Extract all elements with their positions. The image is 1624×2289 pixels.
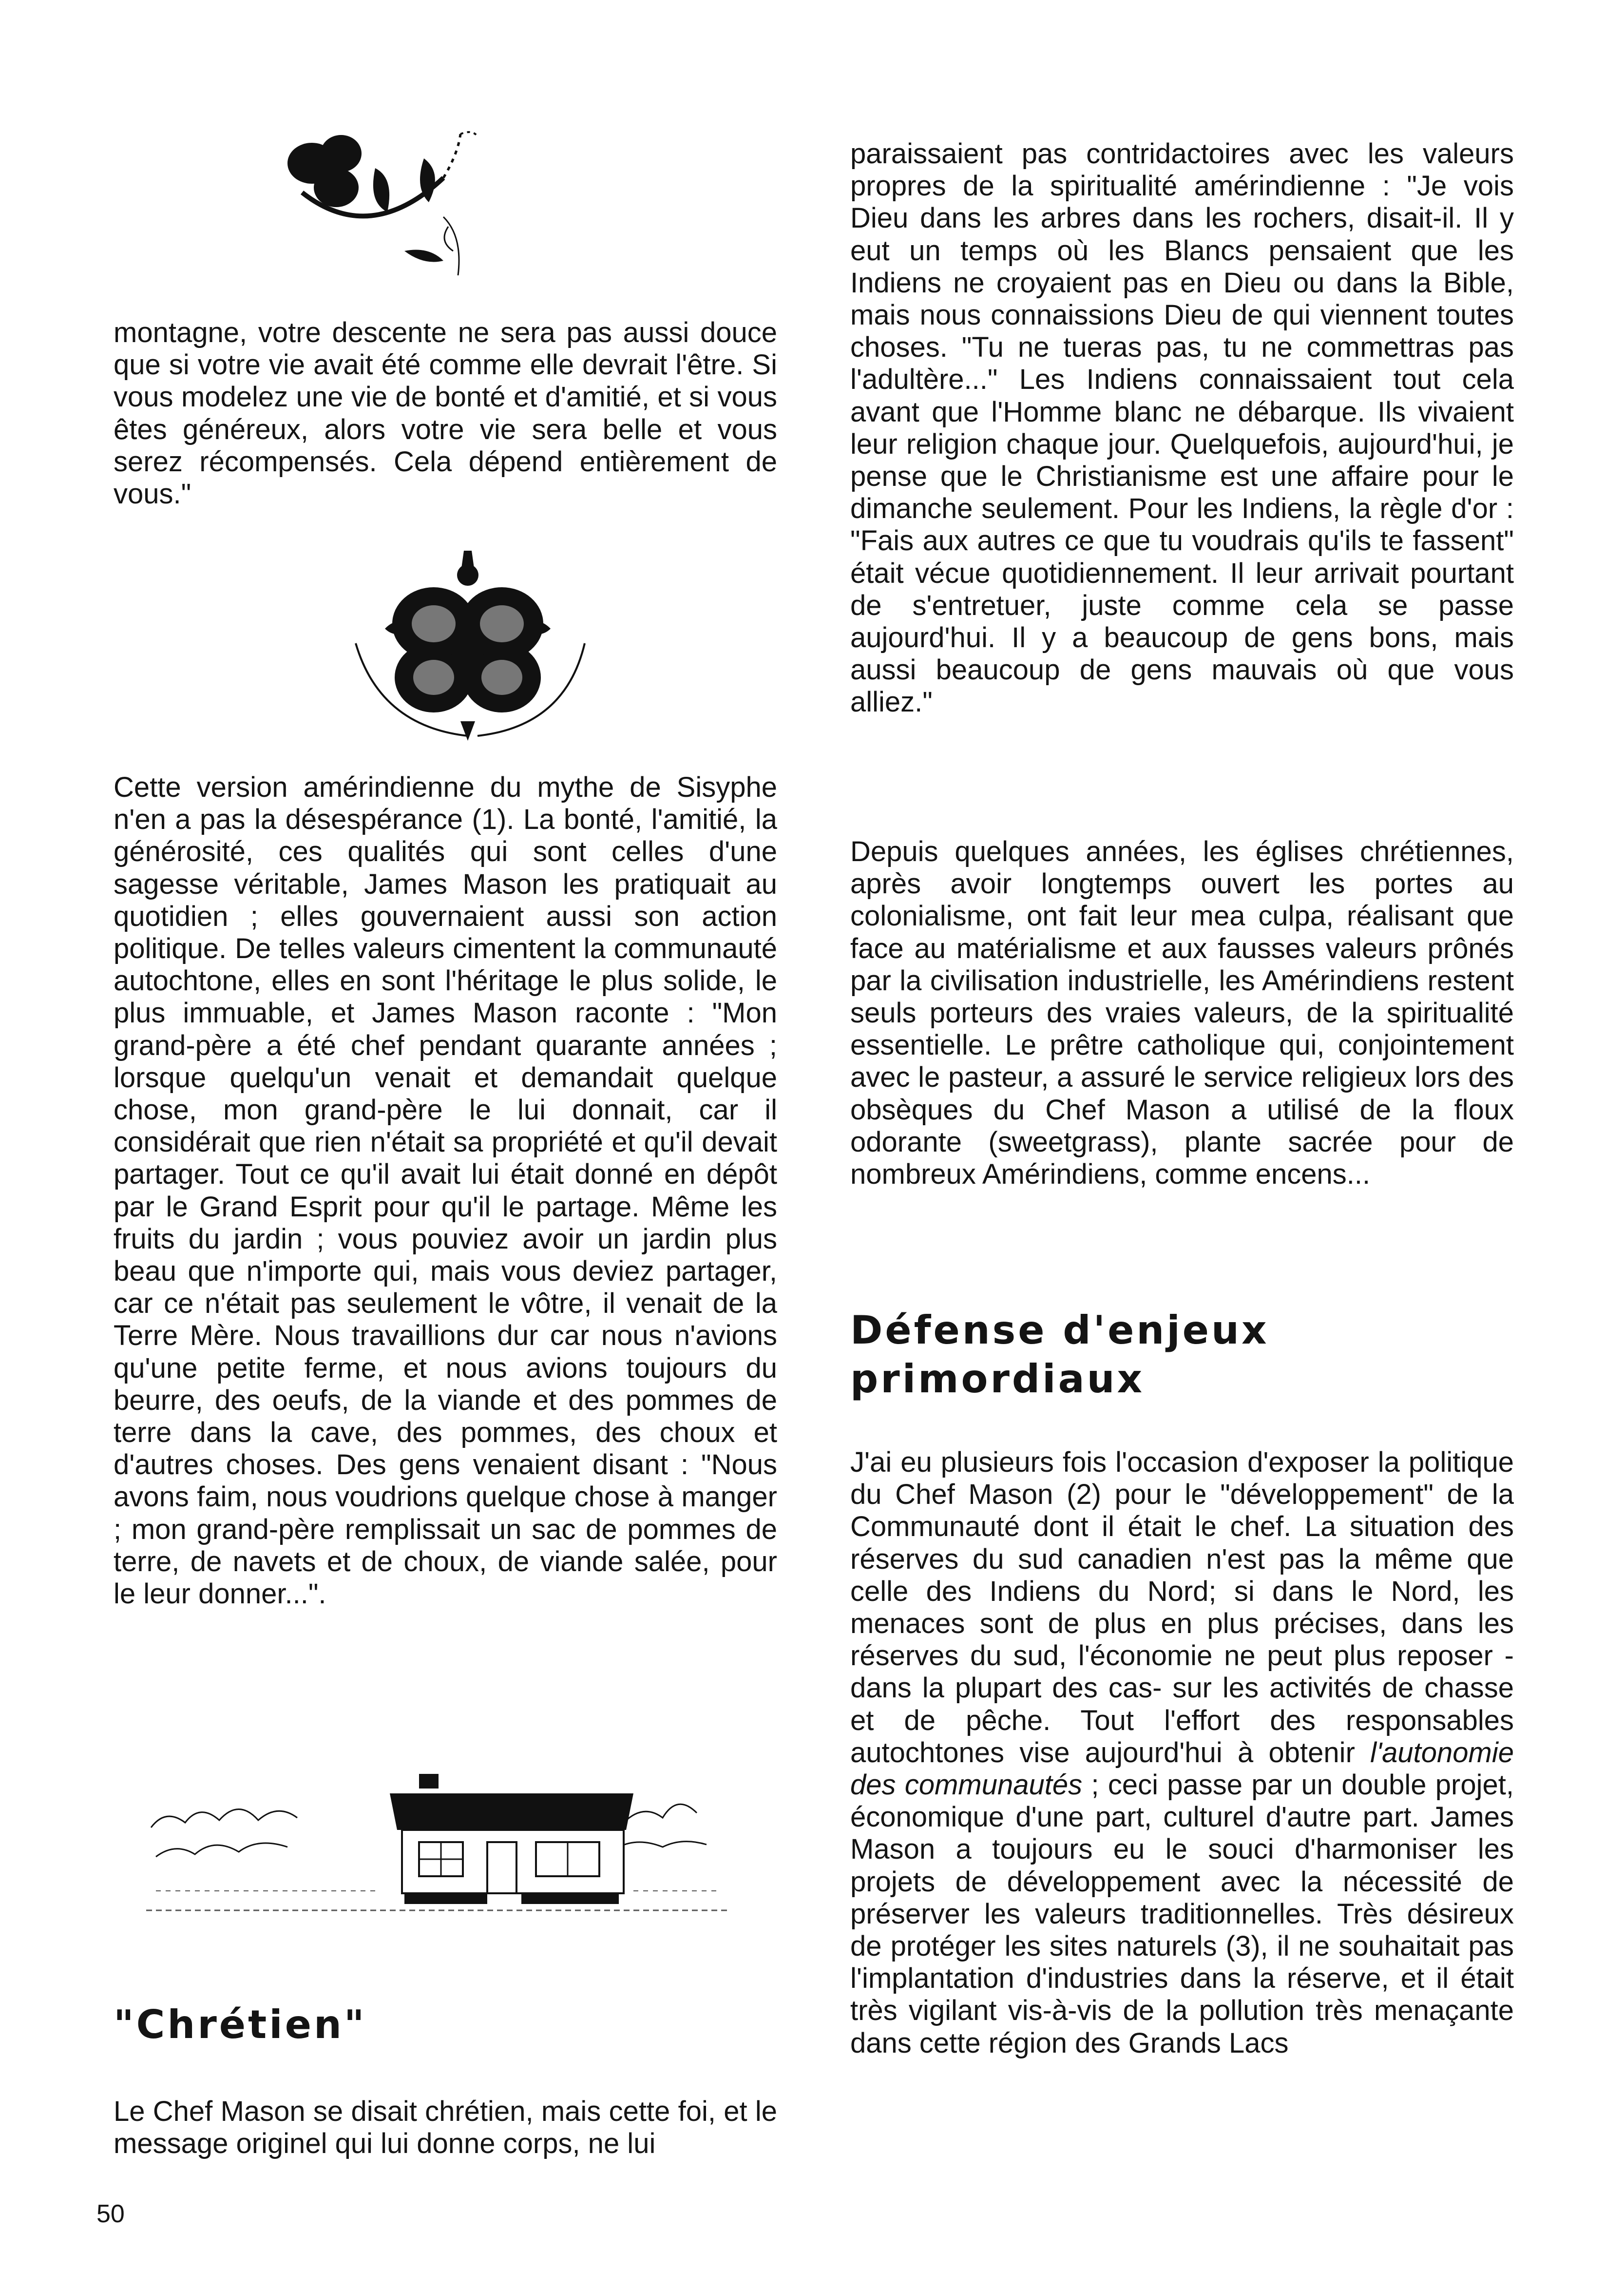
right-paragraph-3 [850, 1446, 1514, 2059]
heading-defense-line-1: Défense d'enjeux [850, 1308, 1269, 1353]
right-paragraph-2: Depuis quelques années, les églises chrétiennes, après avoir longtemps ouvert les portes au colonialisme, ont fait leur mea culpa, réalisant que face au matérialisme et aux fausses valeurs prônés par la civilisation industrielle, les Amérindiens restent seuls porteurs des vraies valeurs, de la spiritualité essentielle. Le prêtre catholique qui, conjointement avec le pasteur, a assuré le service religieux lors des obsèques du Chef Mason a utilisé de la floux odorante (sweetgrass), plante sacrée pour de nombreux Amérindiens, comme encens... [850, 836, 1514, 1191]
left-paragraph-2: Cette version amérindienne du mythe de Sisyphe n'en a pas la désespérance (1). La bonté, l'amitié, la générosité, ces qualités qui sont celles d'une sagesse véritable, James Mason les pratiquait au quotidien ; elles gouvernaient aussi son action politique. De telles valeurs cimentent la communauté autochtone, elles en sont l'héritage le plus solide, le plus immuable, et James Mason raconte : "Mon grand-père a été chef pendant quarante années ; lorsque quelqu'un venait et demandait quelque chose, mon grand-père le lui donnait, car il considérait que rien n'était sa propriété et qu'il devait partager. Tout ce qu'il avait lui était donné en dépôt par le Grand Esprit pour qu'il le partage. Même les fruits du jardin ; vous pouviez avoir un jardin plus beau que n'importe qui, mais vous deviez partager, car ce n'était pas seulement le vôtre, il venait de la Terre Mère. Nous travaillions dur car nous n'avions qu'une petite ferme, et nous avions toujours du beurre, des oeufs, de la viande et des pommes de terre dans la cave, des pommes, des choux et d'autres choses. Des gens venaient disant : "Nous avons faim, nous voudrions quelque chose à manger ; mon grand-père remplissait un sac de pommes de terre, de navets et de choux, de viande salée, pour le leur donner...". [114, 771, 777, 1610]
heading-defense [850, 1306, 1269, 1404]
left-paragraph-3: Le Chef Mason se disait chrétien, mais cette foi, et le message originel qui lui donne corps, ne lui [114, 2096, 777, 2160]
right-paragraph-1: paraissaient pas contridactoires avec les valeurs propres de la spiritualité amérindienne : "Je vois Dieu dans les arbres dans les rochers, disait-il. Il y eut un temps où les Blancs pensaient que les Indiens ne croyaient pas en Dieu ou dans la Bible, mais nous connaissions Dieu de qui viennent toutes choses. "Tu ne tueras pas, tu ne commettras pas l'adultère..." Les Indiens connaissaient tout cela avant que l'Homme blanc ne débarque. Ils vivaient leur religion chaque jour. Quelquefois, aujourd'hui, je pense que le Christianisme est une affaire pour le dimanche seulement. Pour les Indiens, la règle d'or : "Fais aux autres ce que tu voudrais qu'ils te fassent" était vécue quotidiennement. Il leur arrivait pourtant de s'entretuer, juste comme cela se passe aujourd'hui. Il y a beaucoup de gens bons, mais aussi beaucoup de gens mauvais où que vous alliez." [850, 138, 1514, 718]
right-paragraph-3-part-b: ; ceci passe par un double projet, économique d'une part, culturel d'autre part. James Mason a toujours eu le souci d'harmoniser les projets de développement avec la nécessité de préserver les valeurs traditionnelles. Très désireux de protéger les sites naturels (3), il ne souhaitait pas l'implantation d'industries dans la réserve, et il était très vigilant vis-à-vis de la pollution très menaçante dans cette région des Grands Lacs [850, 1769, 1514, 2059]
right-paragraph-3-part-a: J'ai eu plusieurs fois l'occasion d'exposer la politique du Chef Mason (2) pour le "développement" de la Communauté dont il était le chef. La situation des réserves du sud canadien n'est pas la même que celle des Indiens du Nord; si dans le Nord, les menaces sont de plus en plus précises, dans les réserves du sud, l'économie ne peut plus reposer -dans la plupart des cas- sur les activités de chasse et de pêche. Tout l'effort des responsables autochtones vise aujourd'hui à obtenir [850, 1446, 1514, 1769]
left-paragraph-1: montagne, votre descente ne sera pas aussi douce que si votre vie avait été comme elle devrait l'être. Si vous modelez une vie de bonté et d'amitié, et si vous êtes généreux, alors votre vie sera belle et vous serez récompensés. Cela dépend entièrement de vous." [114, 317, 777, 510]
floral-medallion-illustration [336, 541, 609, 765]
heading-defense-line-2: primordiaux [850, 1356, 1145, 1402]
heading-chretien: "Chrétien" [114, 2002, 367, 2047]
floral-vignette-top-illustration [283, 119, 512, 290]
right-paragraph-3-emphasis: l'autonomie des communautés [850, 1736, 1514, 1801]
page-number: 50 [96, 2200, 125, 2228]
farmhouse-illustration [146, 1774, 731, 1915]
